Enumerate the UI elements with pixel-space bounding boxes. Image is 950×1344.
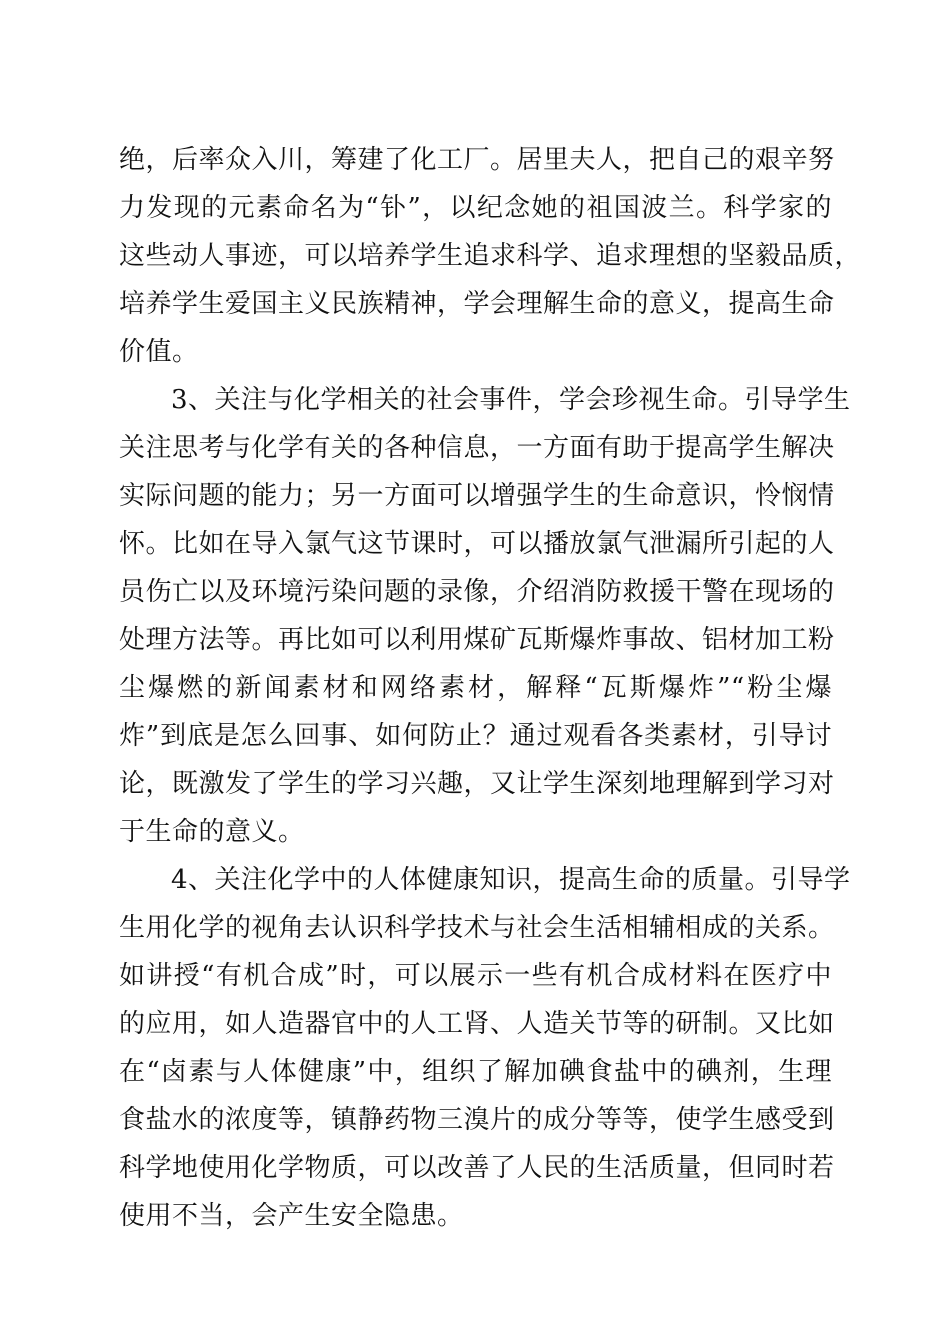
text-line: 这些动人事迹，可以培养学生追求科学、追求理想的坚毅品质， bbox=[119, 241, 862, 271]
paragraph-3 bbox=[119, 856, 851, 1240]
text-line: 的应用，如人造器官中的人工肾、人造关节等的研制。又比如 bbox=[119, 1009, 835, 1039]
text-line: 食盐水的浓度等，镇静药物三溴片的成分等等，使学生感受到 bbox=[119, 1105, 835, 1135]
text-line: 力发现的元素命名为“钋”，以纪念她的祖国波兰。科学家的 bbox=[119, 193, 832, 223]
text-line: 使用不当，会产生安全隐患。 bbox=[119, 1201, 464, 1231]
text-line: 科学地使用化学物质，可以改善了人民的生活质量，但同时若 bbox=[119, 1153, 835, 1183]
text-line: 关注思考与化学有关的各种信息，一方面有助于提高学生解决 bbox=[119, 433, 835, 463]
paragraph-2 bbox=[119, 376, 851, 856]
text-line: 于生命的意义。 bbox=[119, 817, 305, 847]
text-line: 实际问题的能力；另一方面可以增强学生的生命意识，怜悯情 bbox=[119, 481, 835, 511]
text-line: 绝，后率众入川，筹建了化工厂。居里夫人，把自己的艰辛努 bbox=[119, 145, 835, 175]
text-line: 培养学生爱国主义民族精神，学会理解生命的意义，提高生命 bbox=[119, 289, 835, 319]
text-line: 怀。比如在导入氯气这节课时，可以播放氯气泄漏所引起的人 bbox=[119, 529, 835, 559]
text-line: 如讲授“有机合成”时，可以展示一些有机合成材料在医疗中 bbox=[119, 961, 832, 991]
text-line: 在“卤素与人体健康”中，组织了解加碘食盐中的碘剂，生理 bbox=[119, 1057, 832, 1087]
text-line: 尘爆燃的新闻素材和网络素材，解释“瓦斯爆炸”“粉尘爆 bbox=[119, 673, 832, 703]
body-text bbox=[119, 136, 862, 1240]
text-line: 生用化学的视角去认识科学技术与社会生活相辅相成的关系。 bbox=[119, 913, 835, 943]
text-line: 炸”到底是怎么回事、如何防止？通过观看各类素材，引导讨 bbox=[119, 721, 832, 751]
text-line: 员伤亡以及环境污染问题的录像，介绍消防救援干警在现场的 bbox=[119, 577, 835, 607]
text-line: 处理方法等。再比如可以利用煤矿瓦斯爆炸事故、铝材加工粉 bbox=[119, 625, 835, 655]
text-line: 价值。 bbox=[119, 337, 199, 367]
text-line: 3、关注与化学相关的社会事件，学会珍视生命。引导学生 bbox=[171, 385, 851, 415]
paragraph-1 bbox=[119, 136, 862, 376]
text-line: 论，既激发了学生的学习兴趣，又让学生深刻地理解到学习对 bbox=[119, 769, 835, 799]
text-line: 4、关注化学中的人体健康知识，提高生命的质量。引导学 bbox=[171, 865, 851, 895]
